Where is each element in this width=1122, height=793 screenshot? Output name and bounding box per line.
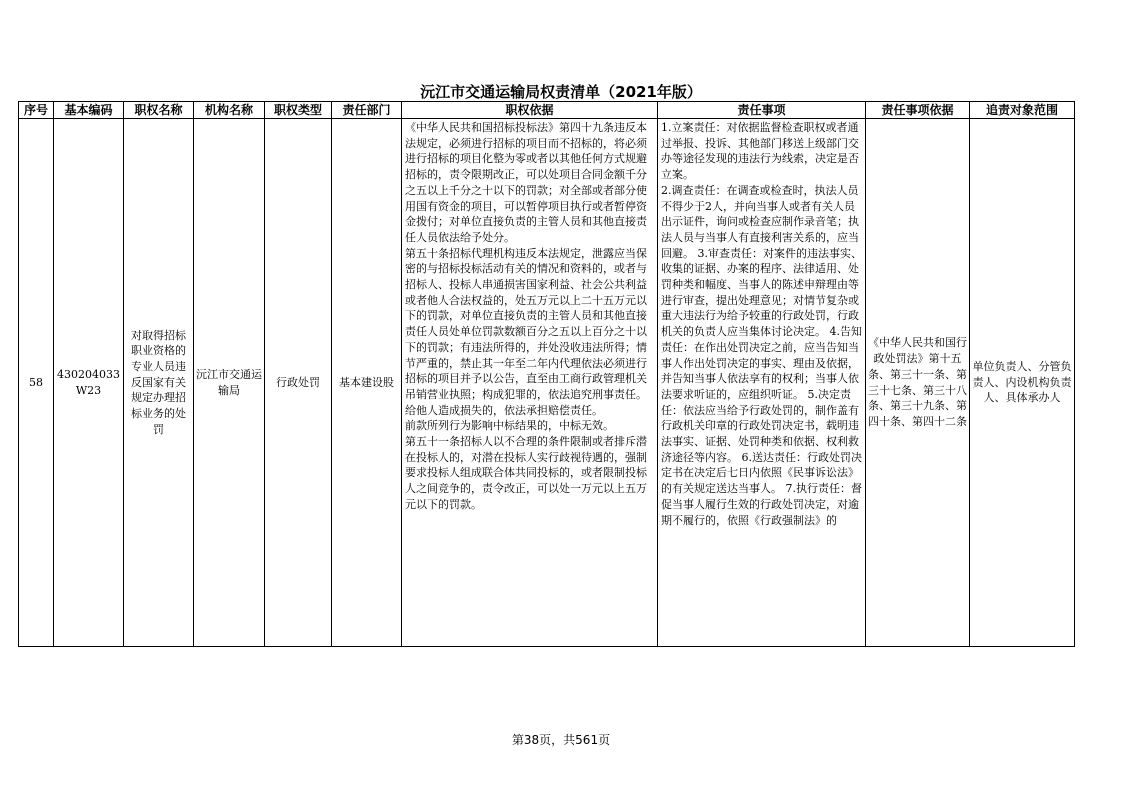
header-scope: 追责对象范围 (970, 102, 1075, 119)
header-seq: 序号 (19, 102, 54, 119)
cell-basis: 《中华人民共和国招标投标法》第四十九条违反本法规定，必须进行招标的项目而不招标的，将必须进行招标的项目化整为零或者以其他任何方式规避招标的，责令限期改正，可以处项目合同金额千分之五以上千分之十以下的罚款；对全部或者部分使用国有资金的项目，可以暂停项目执行或者暂停资金拨付；对单位直接负责的主管人员和其他直接责任人员依法给予处分。 第五十条招标代理机构违反本法规定，泄露应当保密的与招标投标活动有关的情况和资料的，或者与招标人、投标人串通损害国家利益、社会公共利益或者他人合法权益的，处五万元以上二十五万元以下的罚款，对单位直接负责的主管人员和其他直接责任人员处单位罚款数额百分之五以上百分之十以下的罚款；有违法所得的，并处没收违法所得；情节严重的，禁止其一年至二年内代理依法必须进行招标的项目并予以公告，直至由工商行政管理机关吊销营业执照；构成犯罪的，依法追究刑事责任。给他人造成损失的，依法承担赔偿责任。 前款所列行为影响中标结果的，中标无效。 第五十一条招标人以不合理的条件限制或者排斥潜在投标人的，对潜在投标人实行歧视待遇的，强制要求投标人组成联合体共同投标的，或者限制投标人之间竞争的，责令改正，可以处一万元以上五万元以下的罚款。 (402, 119, 658, 647)
page-number: 第38页，共561页 (511, 733, 611, 747)
cell-power-name: 对取得招标职业资格的专业人员违反国家有关规定办理招标业务的处罚 (124, 119, 194, 647)
header-department: 责任部门 (332, 102, 402, 119)
cell-org-name: 沅江市交通运输局 (194, 119, 265, 647)
header-code: 基本编码 (54, 102, 124, 119)
cell-code: 430204033W23 (54, 119, 124, 647)
header-basis: 职权依据 (402, 102, 658, 119)
header-org-name: 机构名称 (194, 102, 265, 119)
cell-matter-basis: 《中华人民共和国行政处罚法》第十五条、第三十一条、第三十七条、第三十八条、第三十九条、第四十条、第四十二条 (866, 119, 970, 647)
cell-power-type: 行政处罚 (265, 119, 332, 647)
cell-scope: 单位负责人、分管负责人、内设机构负责人、具体承办人 (970, 119, 1075, 647)
cell-seq: 58 (19, 119, 54, 647)
cell-matters: 1.立案责任：对依据监督检查职权或者通过举报、投诉、其他部门移送上级部门交办等途径发现的违法行为线索，决定是否立案。 2.调查责任：在调查或检查时，执法人员不得少于2人，并向当事人或者有关人员出示证件，询问或检查应制作录音笔；执法人员与当事人有直接利害关系的，应当回避。 3.审查责任：对案件的违法事实、收集的证据、办案的程序、法律适用、处罚种类和幅度、当事人的陈述申辩理由等进行审查，提出处理意见；对情节复杂或重大违法行为给予较重的行政处罚，行政机关的负责人应当集体讨论决定。 4.告知责任：在作出处罚决定之前，应当告知当事人作出处罚决定的事实、理由及依据，并告知当事人依法享有的权利；当事人依法要求听证的，应组织听证。 5.决定责任：依法应当给予行政处罚的，制作盖有行政机关印章的行政处罚决定书，载明违法事实、证据、处罚种类和依据、权利救济途径等内容。 6.送达责任：行政处罚决定书在决定后七日内依照《民事诉讼法》的有关规定送达当事人。 7.执行责任：督促当事人履行生效的行政处罚决定，对逾期不履行的，依照《行政强制法》的 (658, 119, 866, 647)
power-responsibility-table (18, 101, 1075, 647)
table-row (19, 119, 1075, 647)
document-title: 沅江市交通运输局权责清单（2021年版） (420, 83, 702, 101)
table-header-row (19, 102, 1075, 119)
header-power-type: 职权类型 (265, 102, 332, 119)
header-matter-basis: 责任事项依据 (866, 102, 970, 119)
header-matters: 责任事项 (658, 102, 866, 119)
header-power-name: 职权名称 (124, 102, 194, 119)
cell-department: 基本建设股 (332, 119, 402, 647)
